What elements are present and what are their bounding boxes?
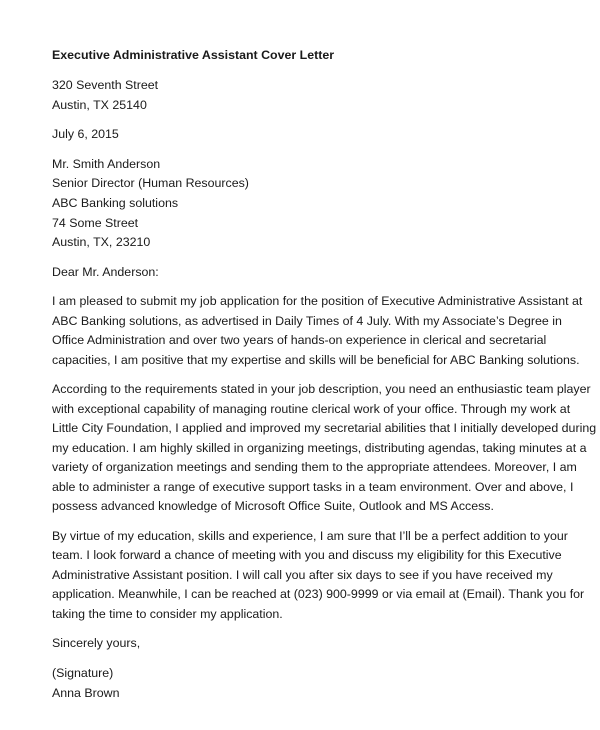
paragraph-line: Little City Foundation, I applied and improved my secretarial abilities that I initially developed during — [52, 421, 597, 436]
recipient-city: Austin, TX, 23210 — [52, 235, 151, 250]
salutation: Dear Mr. Anderson: — [52, 264, 159, 279]
signature-block — [52, 664, 552, 703]
paragraph-line: my education. I am highly skilled in organizing meetings, distributing agendas, taking minutes at a — [52, 440, 587, 455]
sender-address — [52, 76, 552, 115]
recipient-company: ABC Banking solutions — [52, 195, 179, 210]
recipient-name: Mr. Smith Anderson — [52, 156, 161, 171]
signer-name: Anna Brown — [52, 685, 120, 700]
body-paragraph-3 — [52, 527, 585, 625]
signature-placeholder: (Signature) — [52, 665, 114, 680]
paragraph-line: Administrative Assistant position. I will call you after six days to see if you have received my — [52, 567, 553, 582]
paragraph-line: capacities, I am positive that my expertise and skills will be beneficial for ABC Banking solutions. — [52, 352, 580, 367]
body-paragraph-1 — [52, 292, 583, 370]
paragraph-line: According to the requirements stated in your job description, you need an enthusiastic team player — [52, 382, 591, 397]
paragraph-line: By virtue of my education, skills and experience, I am sure that I’ll be a perfect addition to your — [52, 528, 568, 543]
recipient-street: 74 Some Street — [52, 215, 139, 230]
paragraph-line: team. I look forward a chance of meeting with you and discuss my eligibility for this Executive — [52, 548, 562, 563]
paragraph-line: I am pleased to submit my job application for the position of Executive Administrative Assistant at — [52, 294, 583, 309]
closing: Sincerely yours, — [52, 636, 141, 651]
paragraph-line: variety of organization meetings and sending them to the appropriate attendees. Moreover, I am — [52, 460, 577, 475]
body-paragraph-2 — [52, 380, 597, 517]
paragraph-line: Office Administration and over two years of hands-on experience in clerical and secretarial — [52, 333, 547, 348]
paragraph-line: application. Meanwhile, I can be reached at (023) 900-9999 or via email at (Email). Thank you for — [52, 587, 585, 602]
sender-city: Austin, TX 25140 — [52, 97, 147, 112]
document-title: Executive Administrative Assistant Cover Letter — [52, 48, 335, 62]
recipient-title: Senior Director (Human Resources) — [52, 176, 249, 191]
letter-date: July 6, 2015 — [52, 127, 119, 142]
paragraph-line: taking the time to consider my application. — [52, 606, 283, 621]
paragraph-line: able to administer a range of executive support tasks in a team environment. Over and above, I — [52, 479, 574, 494]
paragraph-line: ABC Banking solutions, as advertised in Daily Times of 4 July. With my Associate’s Degree in — [52, 313, 562, 328]
cover-letter-page — [52, 46, 597, 703]
paragraph-line: with exceptional capability of managing routine clerical work of your office. Through my work at — [52, 401, 571, 416]
recipient-address — [52, 155, 552, 253]
paragraph-line: possess advanced knowledge of Microsoft Office Suite, Outlook and MS Access. — [52, 499, 494, 514]
sender-street: 320 Seventh Street — [52, 78, 159, 92]
